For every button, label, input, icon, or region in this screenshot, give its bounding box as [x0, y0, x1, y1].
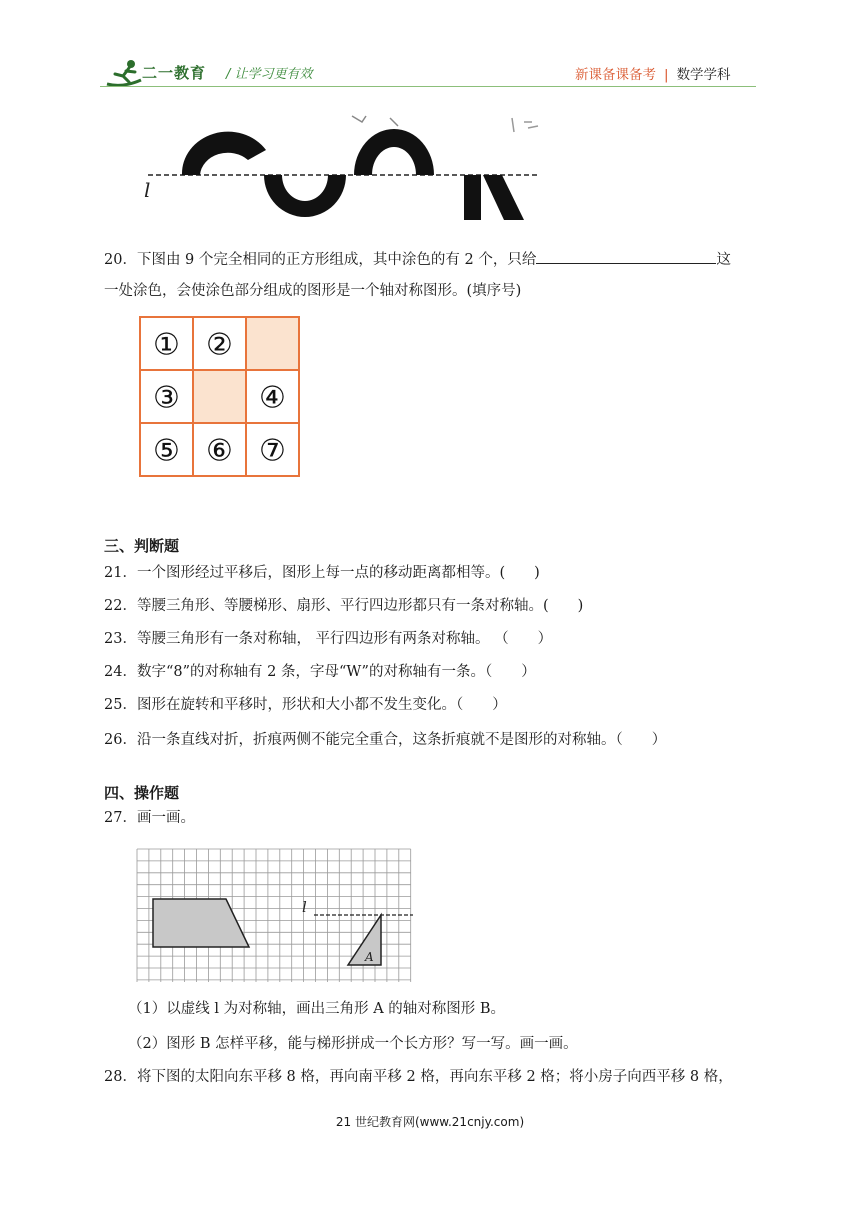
drawing-grid[interactable] [136, 848, 414, 982]
question-26: 26．沿一条直线对折，折痕两侧不能完全重合，这条折痕就不是图形的对称轴。（ ） [104, 732, 667, 748]
scan-mark-2 [512, 118, 538, 132]
grid-cell-label: ② [206, 327, 233, 363]
brand-name: 二一教育 [142, 64, 207, 82]
nine-square-grid [138, 315, 302, 481]
slogan: / 让学习更有效 [226, 67, 313, 82]
question-22: 22．等腰三角形、等腰梯形、扇形、平行四边形都只有一条对称轴。( ) [104, 598, 584, 614]
header-separator: | [664, 67, 669, 83]
section-3-title: 三、判断题 [104, 537, 180, 555]
header-divider [100, 86, 756, 87]
exam-label: 新课备课备考 [575, 67, 656, 83]
cook-symmetry-figure [140, 104, 550, 224]
page-header [0, 0, 860, 100]
question-24: 24．数字“8”的对称轴有 2 条，字母“W”的对称轴有一条。（ ） [104, 664, 536, 680]
question-23: 23．等腰三角形有一条对称轴， 平行四边形有两条对称轴。 （ ） [104, 631, 553, 647]
letter-o-bottom-half [264, 175, 346, 217]
grid-cell-label: ⑥ [206, 433, 233, 469]
question-20-text-a: 20．下图由 9 个完全相同的正方形组成，其中涂色的有 2 个，只给 [104, 252, 537, 268]
question-20-line2: 一处涂色，会使涂色部分组成的图形是一个轴对称图形。(填序号) [104, 283, 522, 299]
scan-mark-1 [352, 116, 398, 126]
letter-k-bottom-half [464, 175, 524, 220]
question-20-text-b: 这 [716, 252, 731, 268]
question-27-sub1: （1）以虚线 l 为对称轴，画出三角形 A 的轴对称图形 B。 [128, 1001, 506, 1017]
question-20-line1 [104, 247, 731, 270]
question-21: 21．一个图形经过平移后，图形上每一点的移动距离都相等。( ) [104, 565, 540, 581]
answer-blank-20[interactable] [536, 247, 716, 264]
grid-cell [193, 370, 246, 423]
page-footer: 21 世纪教育网(www.21cnjy.com) [335, 1115, 525, 1129]
question-28: 28．将下图的太阳向东平移 8 格，再向南平移 2 格，再向东平移 2 格；将小房子向西平移 8 格， [104, 1069, 733, 1085]
grid-cell-label: ⑤ [153, 433, 180, 469]
header-right [575, 63, 731, 83]
grid-cell-label: ④ [259, 380, 286, 416]
axis-label-l: l [144, 178, 151, 202]
subject-label: 数学学科 [676, 67, 731, 83]
question-25: 25．图形在旋转和平移时，形状和大小都不发生变化。（ ） [104, 697, 507, 713]
trapezoid-shape [153, 899, 249, 947]
letter-o-top-half [354, 129, 434, 175]
grid-cell-label: ⑦ [259, 433, 286, 469]
grid-cell [246, 317, 299, 370]
letter-c-half [182, 132, 266, 175]
triangle-a-label: A [365, 950, 374, 964]
grid-cell-label: ③ [153, 380, 180, 416]
question-27-sub2: （2）图形 B 怎样平移，能与梯形拼成一个长方形？写一写。画一画。 [128, 1036, 578, 1052]
question-27-title: 27．画一画。 [104, 810, 195, 826]
grid-cell-label: ① [153, 327, 180, 363]
axis-label-l: l [302, 898, 307, 916]
section-4-title: 四、操作题 [104, 784, 180, 802]
